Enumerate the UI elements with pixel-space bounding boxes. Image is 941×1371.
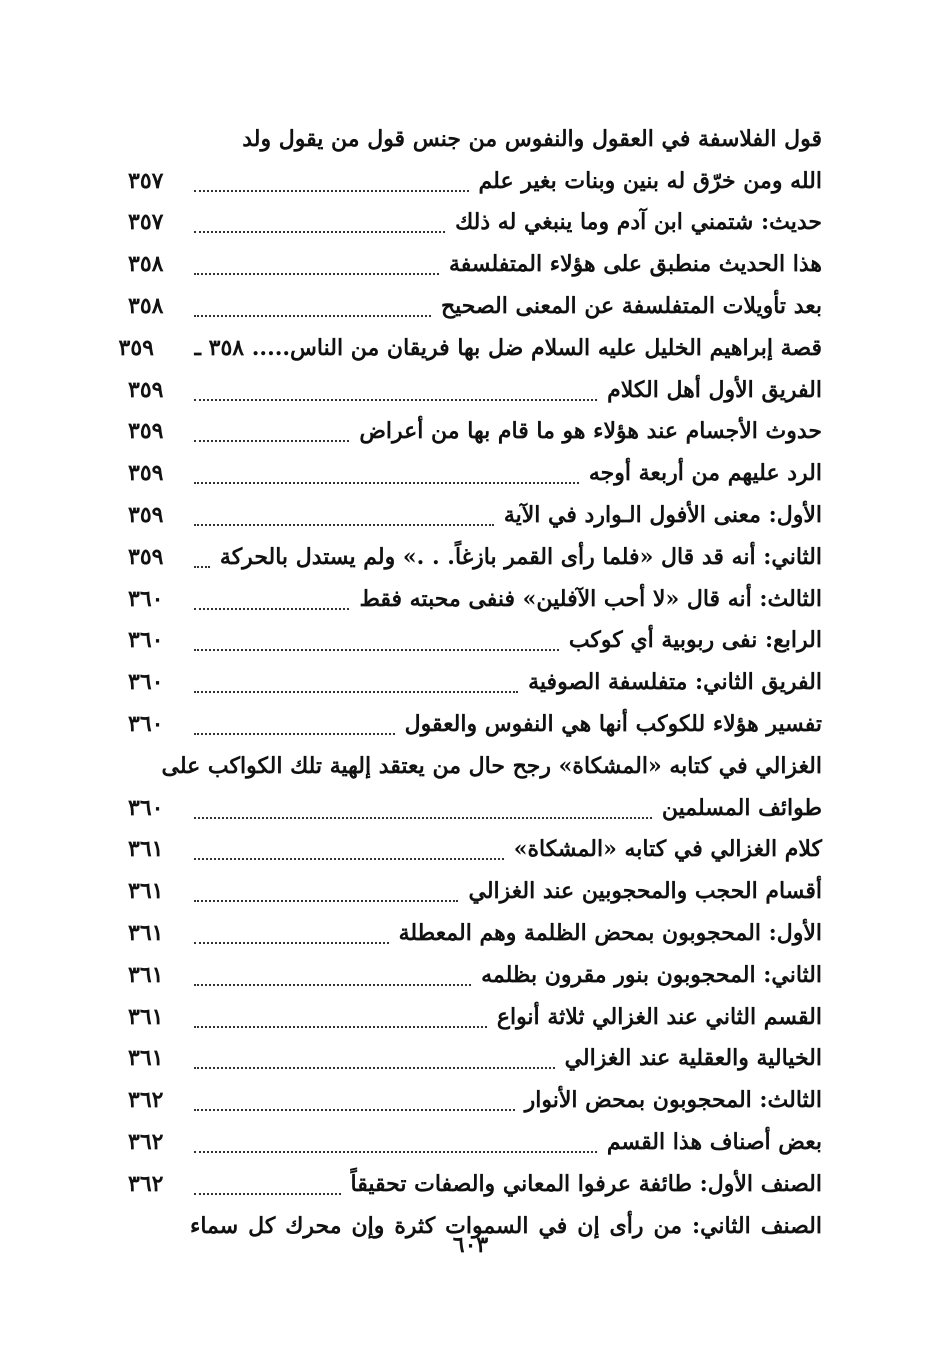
- toc-entry: [128, 452, 822, 494]
- dot-leader: [194, 858, 504, 860]
- toc-entry-text: الأول: المحجوبون بمحض الظلمة وهم المعطلة: [398, 920, 822, 947]
- toc-entry: [128, 243, 822, 285]
- toc-entry: [128, 285, 822, 327]
- toc-entry-page: ٣٦٢: [128, 1087, 164, 1114]
- toc-entry-text: بعد تأويلات المتفلسفة عن المعنى الصحيح: [440, 293, 822, 320]
- toc-entry-page: ٣٦٢: [128, 1129, 164, 1156]
- dot-leader: [194, 1193, 341, 1195]
- table-of-contents: [118, 118, 822, 1247]
- toc-entry-page: ٣٥٩: [128, 376, 164, 403]
- toc-entry-text: طوائف المسلمين: [661, 794, 822, 821]
- toc-entry: [128, 536, 822, 578]
- toc-entry-text: الثاني: المحجوبون بنور مقرون بظلمه: [481, 961, 822, 988]
- toc-entry-text: الغزالي في كتابه «المشكاة» رجح حال من يعتقد إلهية تلك الكواكب على: [161, 752, 822, 779]
- toc-entry: [128, 1079, 822, 1121]
- toc-entry-text: كلام الغزالي في كتابه «المشكاة»: [513, 836, 822, 863]
- toc-entry-page: ٣٥٨: [128, 251, 164, 278]
- toc-entry: [128, 787, 822, 829]
- toc-entry-page: ٣٦١: [128, 878, 164, 905]
- toc-entry: [128, 494, 822, 536]
- toc-entry: [128, 160, 822, 202]
- toc-entry-page: ٣٦١: [128, 1003, 164, 1030]
- dot-leader: [194, 1151, 597, 1153]
- dot-leader: [194, 482, 579, 484]
- toc-entry: [128, 912, 822, 954]
- toc-entry-page: ٣٦١: [128, 836, 164, 863]
- toc-entry-text: الصنف الثاني: من رأى إن في السموات كثرة وإن محرك كل سماء: [190, 1212, 822, 1239]
- toc-entry-text: قصة إبراهيم الخليل عليه السلام ضل بها فريقان من الناس..... ٣٥٨ ـ: [194, 334, 822, 361]
- toc-entry-text: الصنف الأول: طائفة عرفوا المعاني والصفات تحقيقاً: [350, 1170, 822, 1197]
- toc-entry: [128, 411, 822, 453]
- dot-leader: [194, 524, 494, 526]
- toc-entry-page: ٣٦١: [128, 920, 164, 947]
- dot-leader: [194, 900, 458, 902]
- dot-leader: [194, 691, 518, 693]
- toc-entry: [128, 620, 822, 662]
- page-number: ٦٠٣: [452, 1232, 489, 1258]
- toc-entry: [128, 954, 822, 996]
- toc-entry-page: ٣٥٩: [128, 418, 164, 445]
- toc-entry-page: ٣٦١: [128, 961, 164, 988]
- toc-entry-text: الخيالية والعقلية عند الغزالي: [564, 1045, 822, 1072]
- dot-leader: [194, 733, 395, 735]
- toc-entry-text: الفريق الثاني: متفلسفة الصوفية: [528, 669, 822, 696]
- toc-entry-page: ٣٥٩: [128, 502, 164, 529]
- toc-entry-text: الرابع: نفى ربوبية أي كوكب: [568, 627, 822, 654]
- toc-entry: [128, 369, 822, 411]
- toc-entry: [128, 1163, 822, 1205]
- dot-leader: [194, 315, 431, 317]
- toc-entry-page: ٣٥٨: [128, 293, 164, 320]
- toc-entry: [128, 202, 822, 244]
- toc-entry: [128, 118, 822, 160]
- toc-entry: [128, 870, 822, 912]
- toc-entry-page: ٣٥٩: [128, 543, 164, 570]
- dot-leader: [194, 399, 597, 401]
- toc-entry-text: الله ومن خرّق له بنين وبنات بغير علم: [478, 167, 822, 194]
- toc-entry-page: ٣٦٠: [128, 585, 164, 612]
- toc-entry-text: الثالث: المحجوبون بمحض الأنوار: [524, 1087, 822, 1114]
- toc-entry: [118, 327, 822, 369]
- toc-entry-page: ٣٦٠: [128, 669, 164, 696]
- toc-entry-page: ٣٦٠: [128, 794, 164, 821]
- toc-entry-page: ٣٦٢: [128, 1170, 164, 1197]
- toc-entry-text: الثاني: أنه قد قال «فلما رأى القمر بازغاً. . .» ولم يستدل بالحركة: [219, 543, 822, 570]
- toc-entry-page: ٣٥٩: [128, 460, 164, 487]
- toc-entry-text: هذا الحديث منطبق على هؤلاء المتفلسفة: [448, 251, 822, 278]
- dot-leader: [194, 190, 469, 192]
- toc-entry-page: ٣٦٠: [128, 711, 164, 738]
- dot-leader: [194, 566, 210, 568]
- toc-entry-text: الرد عليهم من أربعة أوجه: [588, 460, 822, 487]
- toc-entry-text: القسم الثاني عند الغزالي ثلاثة أنواع: [496, 1003, 822, 1030]
- dot-leader: [194, 1109, 515, 1111]
- dot-leader: [194, 649, 559, 651]
- dot-leader: [194, 440, 349, 442]
- toc-entry-page: ٣٦٠: [128, 627, 164, 654]
- toc-entry-page: ٣٥٧: [128, 167, 164, 194]
- dot-leader: [194, 608, 349, 610]
- toc-entry: [128, 1121, 822, 1163]
- dot-leader: [194, 984, 471, 986]
- dot-leader: [194, 942, 389, 944]
- toc-entry-text: الأول: معنى الأفول الـوارد في الآية: [503, 502, 822, 529]
- toc-entry: [128, 996, 822, 1038]
- toc-entry-text: حديث: شتمني ابن آدم وما ينبغي له ذلك: [455, 209, 822, 236]
- toc-entry-text: تفسير هؤلاء للكوكب أنها هي النفوس والعقول: [404, 711, 822, 738]
- toc-entry: [128, 661, 822, 703]
- toc-entry-text: الثالث: أنه قال «لا أحب الآفلين» فنفى محبته فقط: [359, 585, 822, 612]
- toc-entry-text: أقسام الحجب والمحجوبين عند الغزالي: [468, 878, 822, 905]
- toc-entry-page: ٣٦١: [128, 1045, 164, 1072]
- dot-leader: [194, 273, 439, 275]
- dot-leader: [194, 1067, 555, 1069]
- toc-entry: [128, 1038, 822, 1080]
- toc-entry-text: بعض أصناف هذا القسم: [606, 1129, 822, 1156]
- dot-leader: [194, 817, 652, 819]
- dot-leader: [194, 231, 445, 233]
- toc-entry: [128, 829, 822, 871]
- toc-entry-text: الفريق الأول أهل الكلام: [607, 376, 822, 403]
- toc-entry-text: قول الفلاسفة في العقول والنفوس من جنس قول من يقول ولد: [242, 125, 822, 152]
- toc-entry: [128, 578, 822, 620]
- toc-entry: [128, 745, 822, 787]
- toc-entry: [128, 703, 822, 745]
- toc-entry-page: ٣٥٩: [118, 334, 154, 361]
- toc-entry-text: حدوث الأجسام عند هؤلاء هو ما قام بها من أعراض: [359, 418, 822, 445]
- toc-entry-page: ٣٥٧: [128, 209, 164, 236]
- dot-leader: [194, 1026, 487, 1028]
